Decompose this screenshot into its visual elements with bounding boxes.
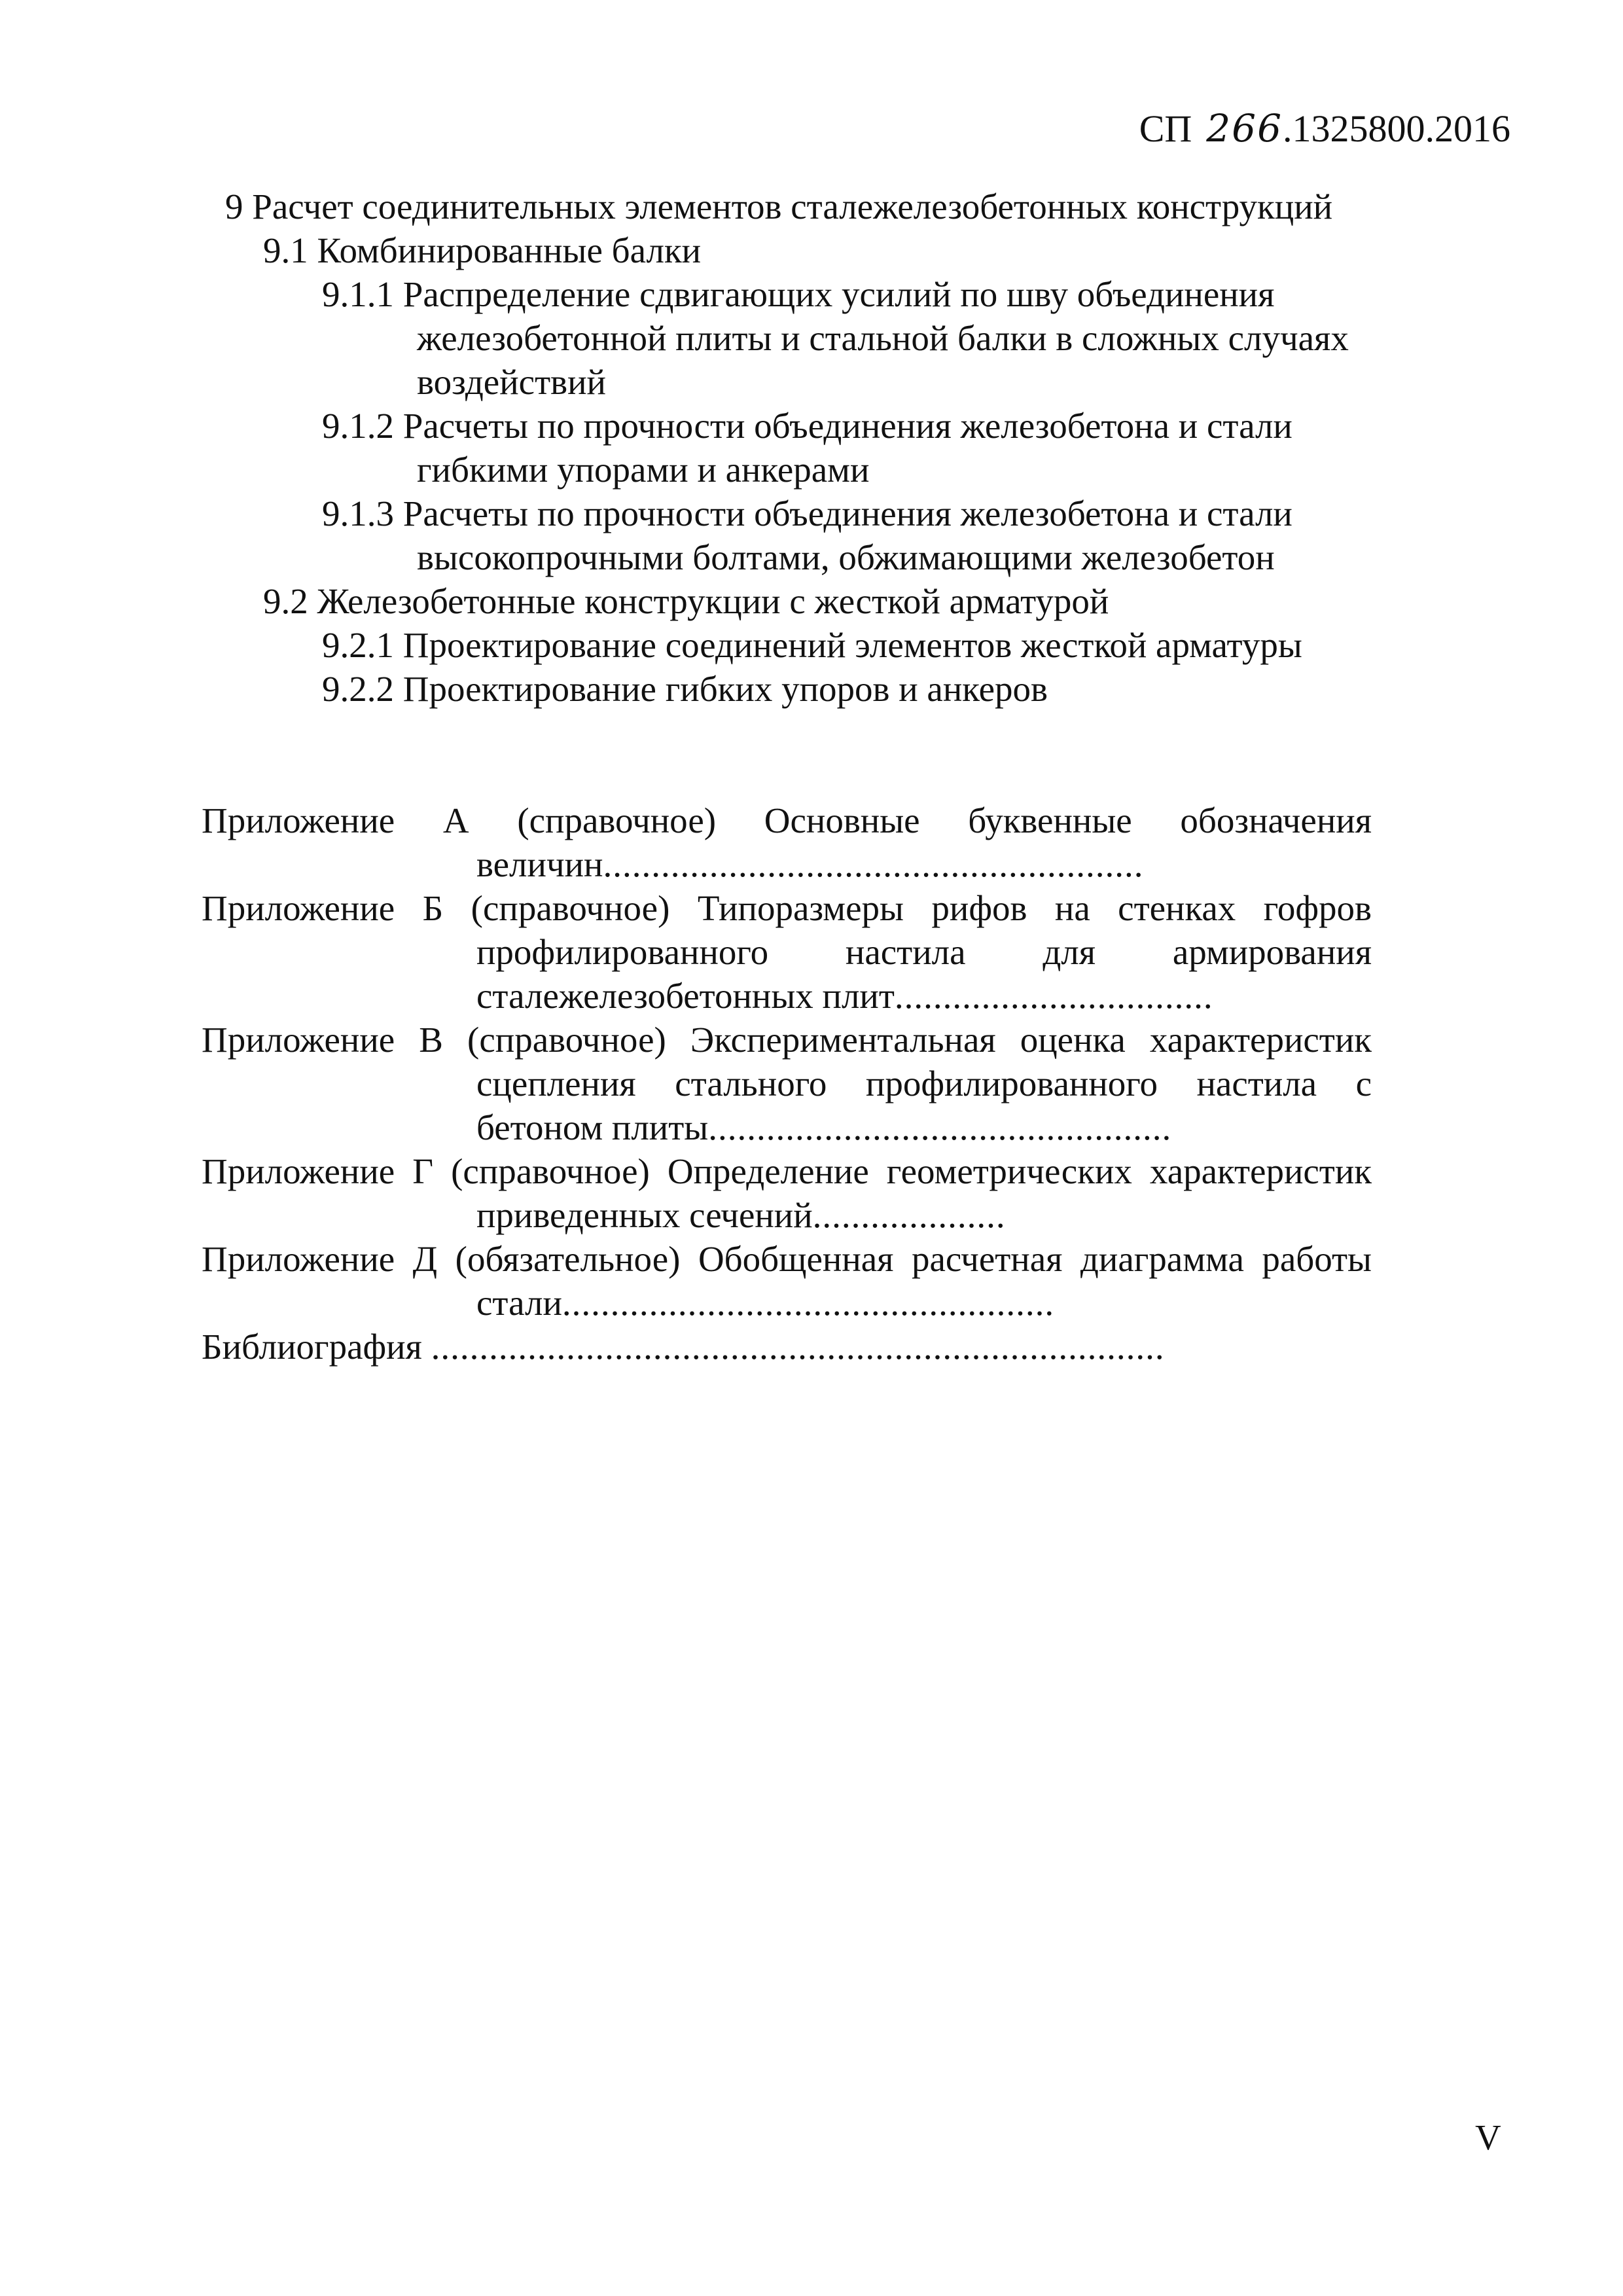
appendix-title: Обобщенная расчетная диаграмма работы стали (476, 1239, 1372, 1323)
appendix-entry (202, 886, 1372, 1018)
leader-dots: ........................................................ (603, 844, 1144, 884)
appendix-label: Приложение Д (обязательное) (202, 1239, 681, 1279)
appendix-label: Приложение А (справочное) (202, 800, 717, 840)
toc-entry: 9.2.2 Проектирование гибких упоров и анкеров (322, 669, 1048, 709)
handwritten-number: 266 (1206, 106, 1283, 151)
appendix-entry (202, 798, 1372, 886)
appendix-entry (202, 1237, 1372, 1325)
appendix-label: Приложение В (справочное) (202, 1020, 666, 1060)
appendix-entry (202, 1149, 1372, 1237)
toc-entry: 9 Расчет соединительных элементов сталежелезобетонных конструкций (225, 187, 1333, 226)
toc-entry: 9.2.1 Проектирование соединений элементов жесткой арматуры (322, 625, 1302, 665)
bibliography-label: Библиография (202, 1327, 422, 1367)
standard-prefix: СП (1139, 107, 1192, 150)
table-of-contents (196, 185, 1400, 711)
toc-entry: 9.1.1 Распределение сдвигающих усилий по шву объединения железобетонной плиты и стальной балки в сложных случаях воздействий (322, 274, 1349, 402)
leader-dots: ............................................................................ (431, 1327, 1165, 1367)
appendix-title: Основные буквенные обозначения величин (476, 800, 1372, 884)
leader-dots: ................................. (894, 976, 1213, 1016)
toc-entry: 9.1 Комбинированные балки (263, 230, 702, 270)
toc-entry: 9.2 Железобетонные конструкции с жесткой арматурой (263, 581, 1109, 621)
appendix-label: Приложение Б (справочное) (202, 888, 670, 928)
appendix-title: Определение геометрических характеристик приведенных сечений (476, 1151, 1372, 1235)
standard-suffix: .1325800.2016 (1283, 107, 1510, 150)
appendix-label: Приложение Г (справочное) (202, 1151, 650, 1191)
appendix-list (202, 798, 1372, 1369)
leader-dots: .................... (812, 1195, 1006, 1235)
appendix-title: Типоразмеры рифов на стенках гофров профилированного настила для армирования сталежелезобетонных плит (476, 888, 1372, 1016)
leader-dots: ................................................ (708, 1107, 1172, 1147)
appendix-entry (202, 1018, 1372, 1149)
leader-dots: ................................................... (562, 1283, 1055, 1323)
toc-entry: 9.1.3 Расчеты по прочности объединения железобетона и стали высокопрочными болтами, обжимающими железобетон (322, 493, 1293, 577)
toc-entry: 9.1.2 Расчеты по прочности объединения железобетона и стали гибкими упорами и анкерами (322, 406, 1293, 490)
document-code-header (1139, 107, 1510, 151)
appendix-title: Экспериментальная оценка характеристик сцепления стального профилированного настила с бетоном плиты (476, 1020, 1372, 1147)
page-number: V (1475, 2117, 1501, 2157)
bibliography-entry (202, 1325, 1372, 1369)
